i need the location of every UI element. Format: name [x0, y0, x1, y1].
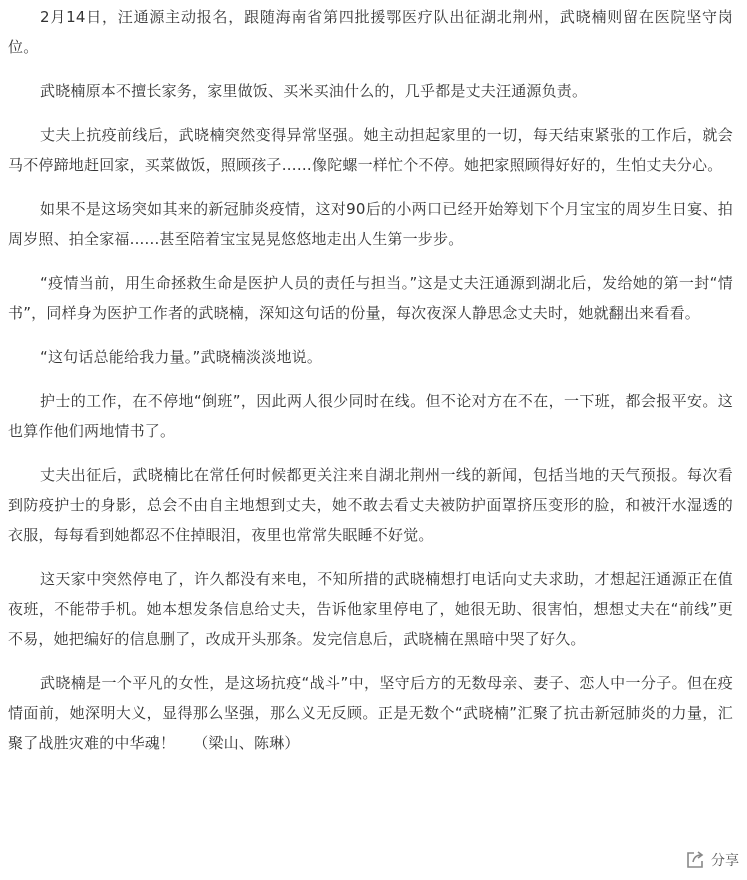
article-paragraph-9: 这天家中突然停电了，许久都没有来电，不知所措的武晓楠想打电话向丈夫求助，才想起汪通源正在值夜班，不能带手机。她本想发条信息给丈夫，告诉他家里停电了，她很无助、很害怕，想想丈夫在“前线”更不易，她把编好的信息删了，改成开头那条。发完信息后，武晓楠在黑暗中哭了好久。 — [8, 570, 733, 648]
article-byline: （梁山、陈琳） — [193, 734, 300, 752]
article-paragraph-6: “这句话总能给我力量。”武晓楠淡淡地说。 — [40, 348, 323, 366]
article-paragraph-7: 护士的工作，在不停地“倒班”，因此两人很少同时在线。但不论对方在不在，一下班，都会报平安。这也算作他们两地情书了。 — [8, 392, 733, 440]
share-button[interactable] — [685, 850, 739, 870]
article-paragraph-10 — [8, 668, 733, 758]
article-paragraph-10-text: 武晓楠是一个平凡的女性，是这场抗疫“战斗”中，坚守后方的无数母亲、妻子、恋人中一分子。但在疫情面前，她深明大义，显得那么坚强，那么义无反顾。正是无数个“武晓楠”汇聚了抗击新冠肺炎的力量，汇聚了战胜灾难的中华魂！ — [8, 674, 733, 752]
article-paragraph-1: 2月14日，汪通源主动报名，跟随海南省第四批援鄂医疗队出征湖北荆州，武晓楠则留在医院坚守岗位。 — [8, 8, 733, 56]
article-paragraph-4: 如果不是这场突如其来的新冠肺炎疫情，这对90后的小两口已经开始筹划下个月宝宝的周岁生日宴、拍周岁照、拍全家福......甚至陪着宝宝晃晃悠悠地走出人生第一步步。 — [8, 200, 733, 248]
share-label: 分享 — [711, 853, 739, 869]
article-body — [8, 0, 733, 772]
article-paragraph-2: 武晓楠原本不擅长家务，家里做饭、买米买油什么的，几乎都是丈夫汪通源负责。 — [40, 82, 588, 100]
article-paragraph-8: 丈夫出征后，武晓楠比在常任何时候都更关注来自湖北荆州一线的新闻，包括当地的天气预报。每次看到防疫护士的身影，总会不由自主地想到丈夫，她不敢去看丈夫被防护面罩挤压变形的脸，和被汗水湿透的衣服，每每看到她都忍不住掉眼泪，夜里也常常失眠睡不好觉。 — [8, 466, 733, 544]
article-paragraph-3: 丈夫上抗疫前线后，武晓楠突然变得异常坚强。她主动担起家里的一切，每天结束紧张的工作后，就会马不停蹄地赶回家，买菜做饭，照顾孩子……像陀螺一样忙个不停。她把家照顾得好好的，生怕丈夫分心。 — [8, 126, 733, 174]
article-paragraph-5: “疫情当前，用生命拯救生命是医护人员的责任与担当。”这是丈夫汪通源到湖北后，发给她的第一封“情书”，同样身为医护工作者的武晓楠，深知这句话的份量，每次夜深人静思念丈夫时，她就翻出来看看。 — [8, 274, 733, 322]
share-icon — [685, 850, 705, 870]
